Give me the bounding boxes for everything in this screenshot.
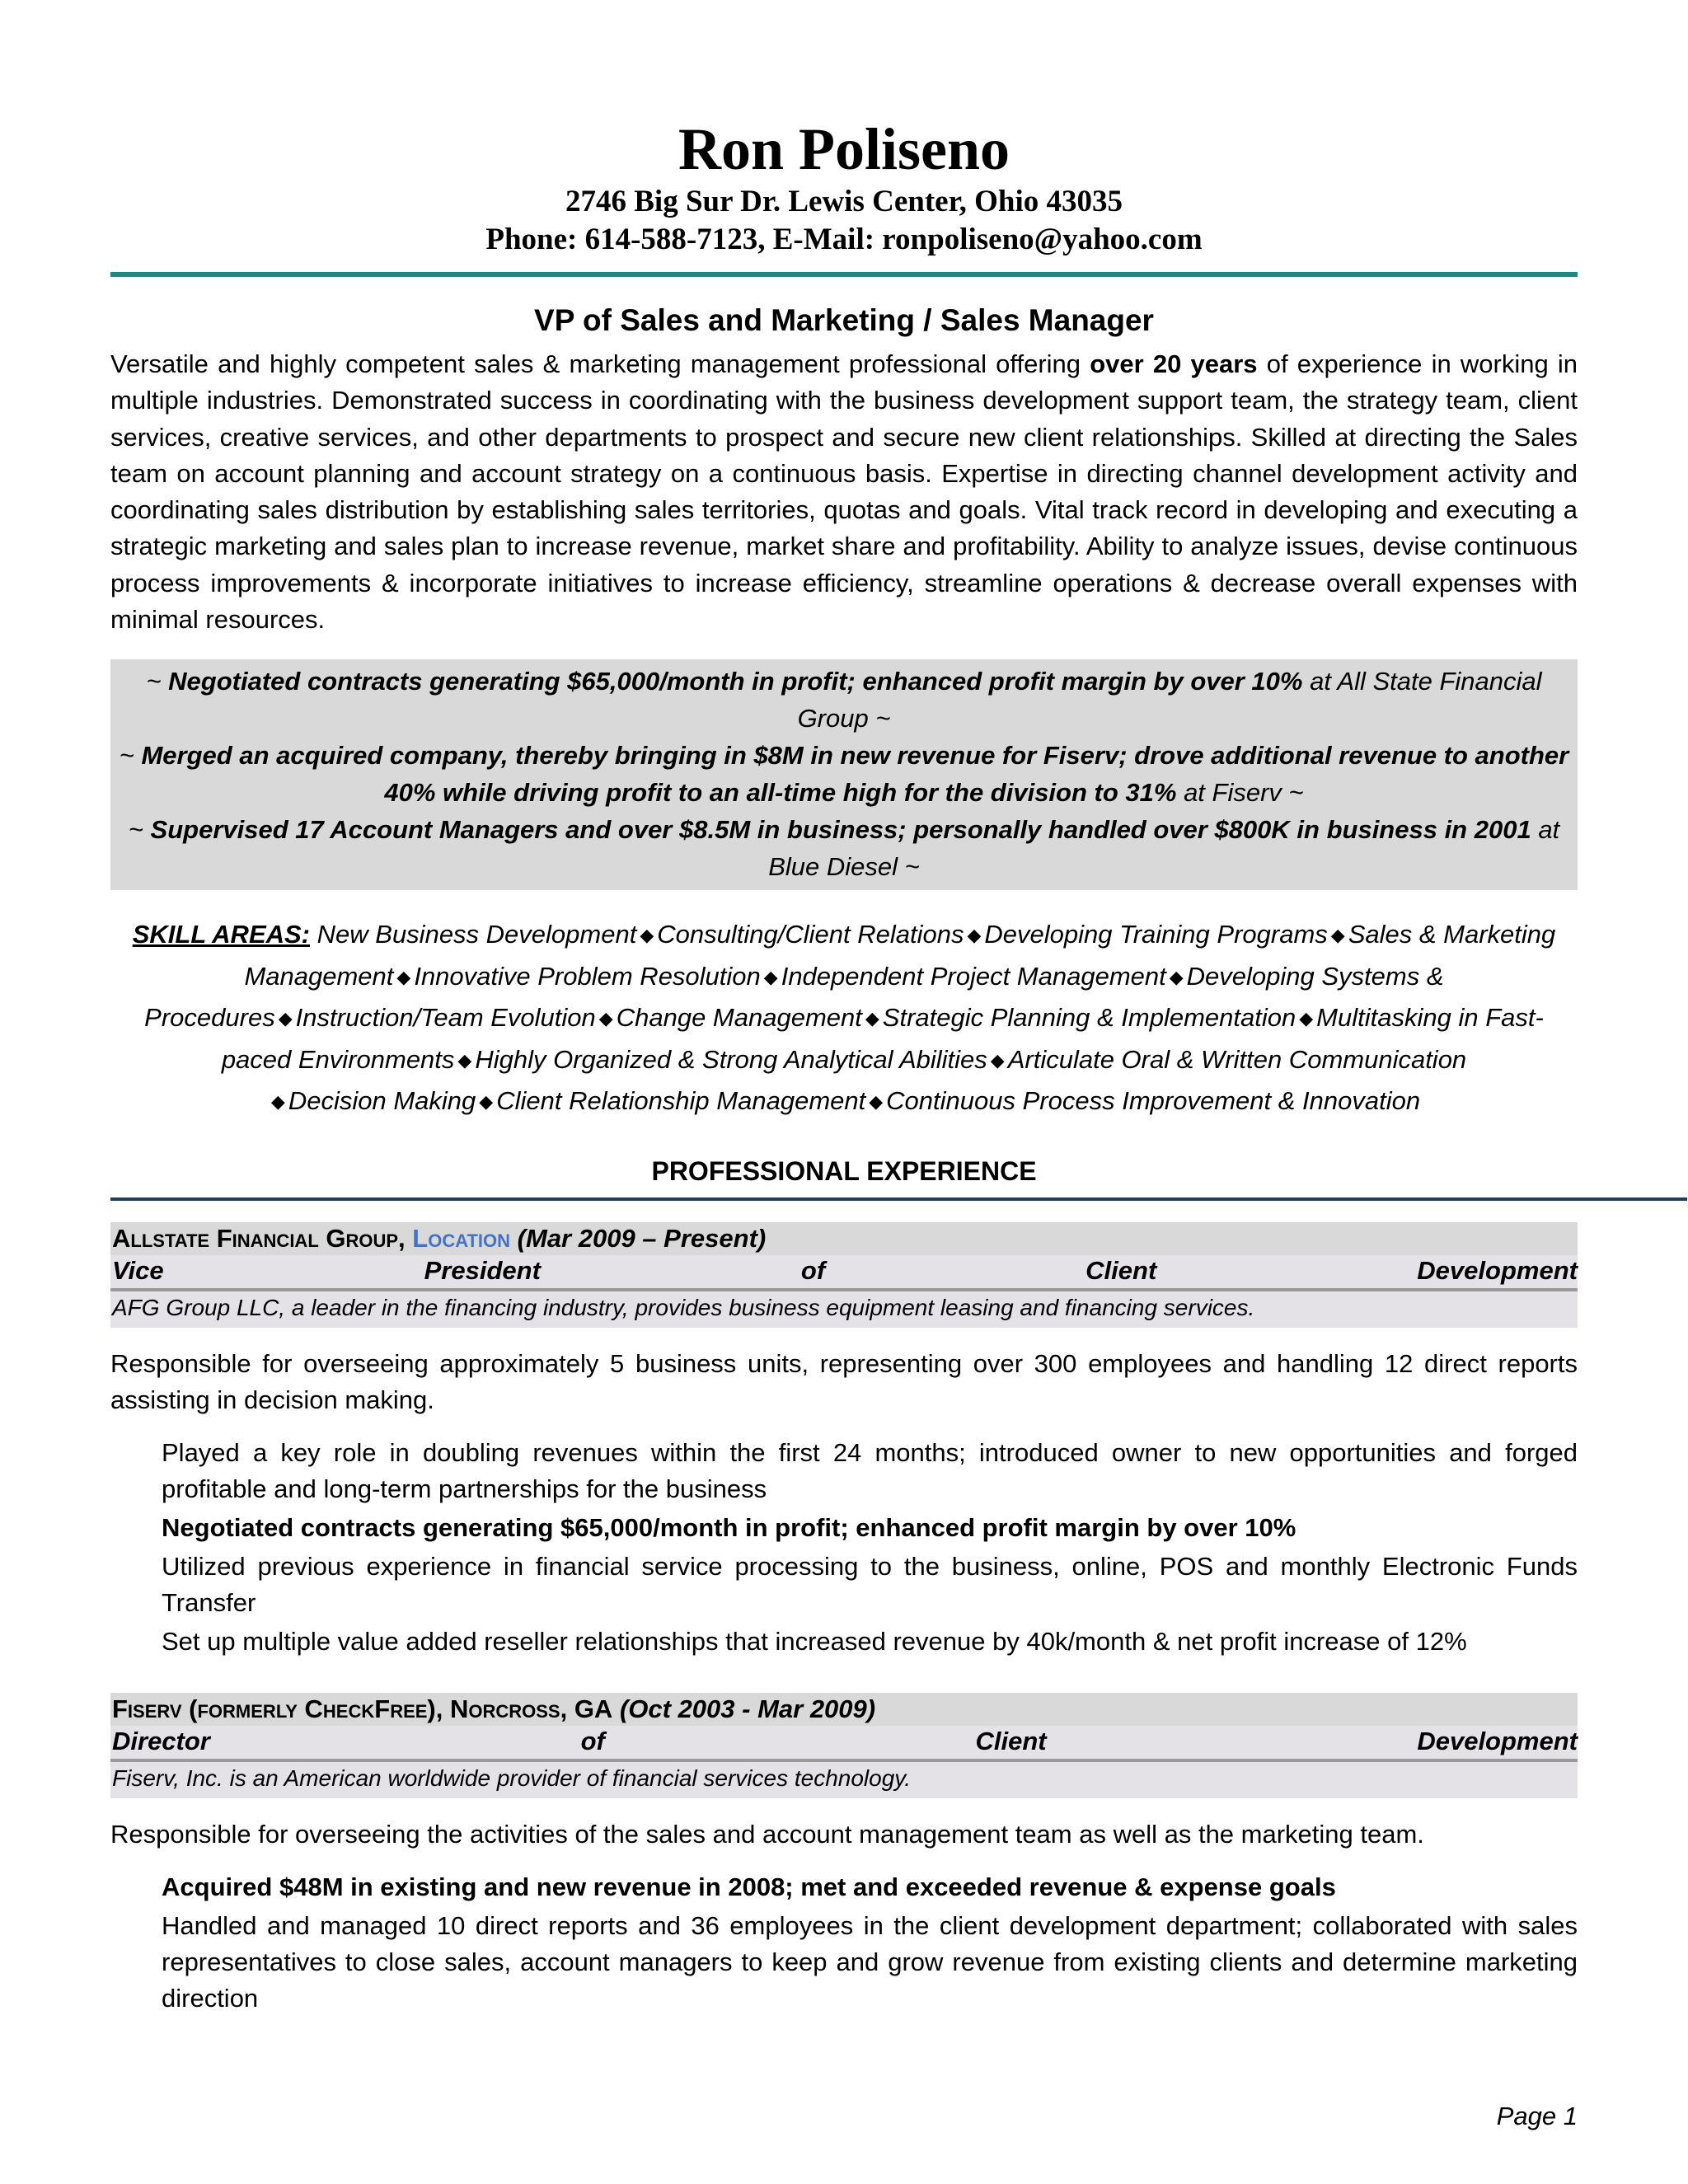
highlight-bold: Negotiated contracts generating $65,000/month in profit; enhanced profit margin by over 10% (168, 667, 1303, 696)
highlight-bold: Merged an acquired company, thereby bringing in $8M in new revenue for Fiserv; drove additional revenue to another 40% while driving profit to an all-time high for the division to 31% (141, 741, 1569, 808)
job-title-word: Development (1417, 1255, 1578, 1285)
diamond-bullet-icon: ◆ (396, 966, 411, 987)
skill-item: Instruction/Team Evolution (295, 1003, 596, 1033)
diamond-bullet-icon: ◆ (763, 966, 778, 987)
diamond-bullet-icon: ◆ (1169, 966, 1184, 987)
skill-item: Consulting/Client Relations (657, 920, 964, 949)
section-divider (110, 1197, 1687, 1201)
achievement-list (110, 1869, 1578, 2017)
job-header (110, 1222, 1578, 1328)
resume-page (110, 0, 1578, 2019)
diamond-bullet-icon: ◆ (865, 1008, 879, 1029)
diamond-bullet-icon: ◆ (270, 1091, 285, 1113)
diamond-bullet-icon: ◆ (1299, 1008, 1314, 1029)
page-number: Page 1 (1496, 2102, 1578, 2130)
job-responsibility: Responsible for overseeing the activities of the sales and account management team as well as the marketing team. (110, 1819, 1424, 1849)
skill-areas (110, 915, 1578, 1123)
company-description: AFG Group LLC, a leader in the financing industry, provides business equipment leasing and financing services. (110, 1288, 1578, 1328)
highlight-lead: ~ (128, 815, 151, 845)
skill-item: Innovative Problem Resolution (414, 961, 761, 991)
diamond-bullet-icon: ◆ (278, 1008, 293, 1029)
job-dates: (Oct 2003 - Mar 2009) (619, 1694, 876, 1723)
highlight-lead: ~ (119, 741, 142, 771)
skill-item: Client Relationship Management (496, 1086, 866, 1116)
company-name: Fiserv (formerly CheckFree), Norcross, GA (112, 1694, 613, 1723)
candidate-name: Ron Poliseno (678, 116, 1010, 182)
highlight-tail: at Blue Diesel ~ (768, 815, 1560, 882)
skill-item: Developing Systems & Procedures (144, 961, 1444, 1033)
job-dates: (Mar 2009 – Present) (517, 1223, 767, 1253)
bullet-text: Utilized previous experience in financial service processing to the business, online, POS and monthly Electronic Funds Transfer (162, 1551, 1578, 1617)
summary-text-2: of experience in working in multiple industries. Demonstrated success in coordinating with the business development support team, the strategy team, client services, creative services, and other departments to prospect and secure new client relationships. Skilled at directing the Sales team on account planning and account strategy on a continuous basis. Expertise in directing channel development activity and coordinating sales distribution by establishing sales territories, quotas and goals. Vital track record in developing and executing a strategic marketing and sales plan to increase revenue, market share and profitability. Ability to analyze issues, devise continuous process improvements & incorporate initiatives to increase efficiency, streamline operations & decrease overall expenses with minimal resources. (110, 349, 1578, 635)
job-title-word: President (424, 1255, 541, 1285)
skill-item: Developing Training Programs (984, 920, 1328, 949)
bullet-text: Acquired $48M in existing and new revenue in 2008; met and exceeded revenue & expense goals (162, 1872, 1336, 1901)
skill-item: Strategic Planning & Implementation (882, 1003, 1296, 1033)
diamond-bullet-icon: ◆ (479, 1091, 494, 1113)
skill-item: Highly Organized & Strong Analytical Abilities (475, 1044, 987, 1074)
skill-item: Sales & Marketing Management (244, 920, 1556, 991)
list-item (110, 1908, 1578, 2017)
diamond-bullet-icon: ◆ (640, 925, 654, 946)
diamond-bullet-icon: ◆ (1330, 925, 1345, 946)
skill-item: New Business Development (316, 920, 637, 949)
address-line: 2746 Big Sur Dr. Lewis Center, Ohio 43035 (565, 185, 1123, 218)
job-title-word: of (580, 1726, 605, 1755)
job-title (110, 1255, 1578, 1288)
skill-areas-label: SKILL AREAS: (132, 920, 311, 949)
highlights-box (110, 659, 1578, 890)
job-title-word: Development (1417, 1726, 1578, 1755)
skill-item: Decision Making (288, 1086, 476, 1116)
job-title-word: Client (975, 1726, 1047, 1755)
highlight-bold: Supervised 17 Account Managers and over $8.5M in business; personally handled over $800K in business in 2001 (150, 815, 1531, 845)
diamond-bullet-icon: ◆ (967, 925, 982, 946)
header-divider (110, 272, 1578, 277)
job-title-word: Director (112, 1726, 210, 1755)
diamond-bullet-icon: ◆ (990, 1049, 1005, 1071)
list-item (110, 1549, 1578, 1621)
skill-item: Articulate Oral & Written Communication (1007, 1044, 1467, 1074)
skill-item: Continuous Process Improvement & Innovation (886, 1086, 1421, 1116)
job-title-word: Vice (112, 1255, 164, 1285)
diamond-bullet-icon: ◆ (457, 1049, 472, 1071)
professional-headline: VP of Sales and Marketing / Sales Manager (534, 303, 1154, 337)
achievement-list (110, 1435, 1578, 1660)
highlight-tail: at All State Financial Group ~ (797, 667, 1542, 733)
highlight-lead: ~ (146, 667, 169, 696)
bullet-text: Set up multiple value added reseller relationships that increased revenue by 40k/month & net profit increase of 12% (162, 1626, 1467, 1656)
job-title-word: Client (1085, 1255, 1157, 1285)
job-header (110, 1693, 1578, 1798)
section-title-experience: PROFESSIONAL EXPERIENCE (651, 1155, 1037, 1186)
summary-bold: over 20 years (1090, 349, 1258, 378)
diamond-bullet-icon: ◆ (869, 1091, 884, 1113)
job-title (110, 1726, 1578, 1759)
skill-item: Multitasking in Fast-paced Environments (221, 1003, 1544, 1074)
summary-text-1: Versatile and highly competent sales & marketing management professional offering (110, 349, 1090, 378)
list-item (110, 1624, 1578, 1660)
skill-item: Independent Project Management (781, 961, 1166, 991)
list-item (110, 1510, 1578, 1546)
bullet-text: Negotiated contracts generating $65,000/month in profit; enhanced profit margin by over 10% (162, 1512, 1296, 1542)
company-line (110, 1693, 1578, 1726)
list-item (110, 1435, 1578, 1507)
bullet-text: Played a key role in doubling revenues within the first 24 months; introduced owner to new opportunities and forged profitable and long-term partnerships for the business (162, 1437, 1578, 1503)
company-line (110, 1222, 1578, 1255)
bullet-text: Handled and managed 10 direct reports and 36 employees in the client development department; collaborated with sales representatives to close sales, account managers to keep and grow revenue from existing clients and determine marketing direction (162, 1910, 1578, 2013)
phone-email-line: Phone: 614-588-7123, E-Mail: ronpoliseno@yahoo.com (485, 223, 1203, 256)
list-item (110, 1869, 1578, 1905)
company-description: Fiserv, Inc. is an American worldwide provider of financial services technology. (110, 1759, 1578, 1798)
highlight-item (119, 663, 1569, 737)
summary-paragraph (110, 346, 1578, 638)
company-location: Location (412, 1223, 511, 1253)
job-title-word: of (800, 1255, 826, 1285)
highlight-item (119, 811, 1569, 885)
highlight-item (119, 737, 1569, 811)
skill-item: Change Management (616, 1003, 862, 1033)
diamond-bullet-icon: ◆ (598, 1008, 613, 1029)
job-responsibility: Responsible for overseeing approximately 5 business units, representing over 300 employees and handling 12 direct reports assisting in decision making. (110, 1348, 1578, 1414)
highlight-tail: at Fiserv ~ (1176, 778, 1304, 808)
company-name: Allstate Financial Group, (112, 1223, 406, 1253)
